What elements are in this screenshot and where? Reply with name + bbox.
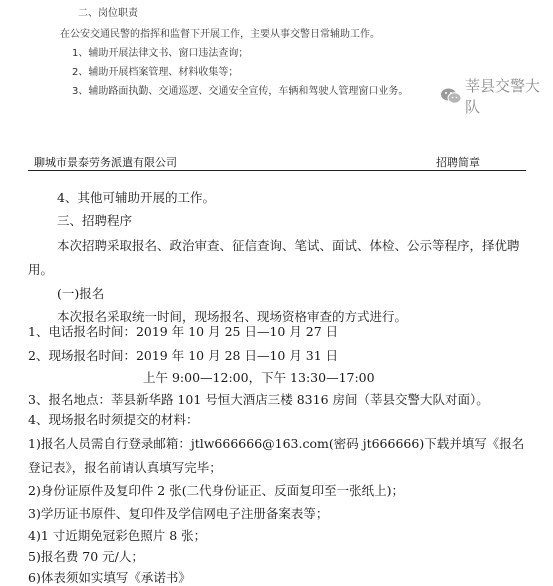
material-5: 5)报名费 70 元/人； (28, 549, 144, 564)
sub1-heading: (一)报名 (57, 286, 105, 301)
doc-title: 招聘简章 (436, 156, 480, 169)
material-4: 4)1 寸近期免冠彩色照片 8 张； (28, 528, 207, 543)
duty-item-2: 2、辅助开展档案管理、材料收集等； (72, 67, 239, 78)
duty-heading: 二、岗位职责 (78, 8, 138, 19)
header-rule (28, 170, 526, 171)
material-1-line-1: 1)报名人员需自行登录邮箱：jtlw666666@163.com(密码 jt666666)下载并填写《报名 (28, 436, 525, 451)
duty-item-3: 3、辅助路面执勤、交通巡逻、交通安全宣传，车辆和驾驶人管理窗口业务。 (72, 86, 409, 97)
watermark (440, 75, 553, 117)
material-3: 3)学历证书原件、复印件及学信网电子注册备案表等； (28, 506, 329, 521)
process-line-1: 本次招聘采取报名、政治审查、征信查询、笔试、面试、体检、公示等程序，择优聘 (57, 238, 520, 253)
onsite-reg-time: 2、现场报名时间：2019 年 10 月 28 日—10 月 31 日 (28, 348, 339, 363)
reg-location: 3、报名地点：莘县新华路 101 号恒大酒店三楼 8316 房间（莘县交警大队对面）。 (28, 392, 489, 407)
company-name: 聊城市景泰劳务派遣有限公司 (34, 156, 177, 169)
section3-heading: 三、招聘程序 (57, 213, 133, 228)
material-1-line-2: 登记表》，报名前请认真填写完毕； (28, 460, 222, 475)
reg-method: 本次报名采取统一时间，现场报名、现场资格审查的方式进行。 (57, 309, 408, 324)
phone-reg-time: 1、电话报名时间：2019 年 10 月 25 日—10 月 27 日 (28, 324, 339, 339)
reg-hours: 上午 9:00—12:00，下午 13:30—17:00 (143, 370, 375, 385)
wechat-logo-icon (440, 87, 462, 105)
process-line-2: 用。 (28, 262, 54, 277)
duty-item-4: 4、其他可辅助开展的工作。 (57, 190, 215, 205)
duty-item-1: 1、辅助开展法律文书、窗口违法查询； (72, 48, 249, 59)
material-2: 2)身份证原件及复印件 2 张(二代身份证正、反面复印至一张纸上)； (28, 483, 404, 498)
duty-intro: 在公安交通民警的指挥和监督下开展工作，主要从事交警日常辅助工作。 (60, 29, 380, 40)
watermark-text: 莘县交警大队 (465, 77, 541, 116)
material-6-partial: 6)体表须如实填写《承诺书》 (28, 570, 191, 585)
materials-heading: 4、现场报名时须提交的材料： (28, 412, 199, 427)
